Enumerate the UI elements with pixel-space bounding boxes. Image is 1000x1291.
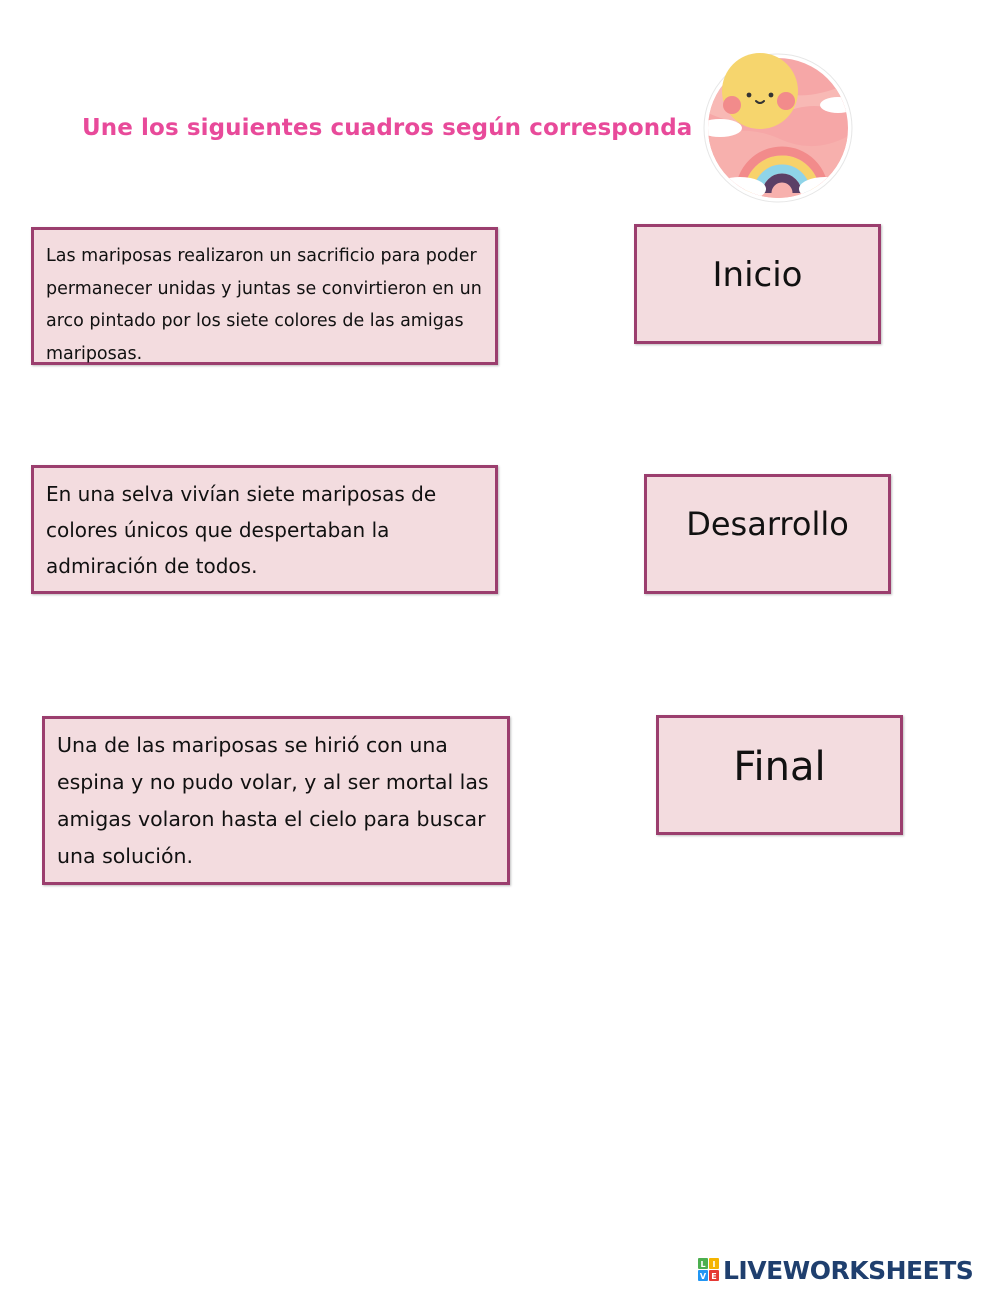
story-card-3[interactable]: Una de las mariposas se hirió con una espina y no pudo volar, y al ser mortal las amigas volaron hasta el cielo para buscar una solución.	[42, 716, 510, 885]
live-logo-icon	[698, 1258, 720, 1282]
story-card-2[interactable]: En una selva vivían siete mariposas de colores únicos que despertaban la admiración de todos.	[31, 465, 498, 594]
liveworksheets-logo	[698, 1256, 973, 1284]
svg-text:L: L	[700, 1260, 706, 1269]
label-card-desarrollo[interactable]: Desarrollo	[644, 474, 891, 594]
story-card-1[interactable]: Las mariposas realizaron un sacrificio para poder permanecer unidas y juntas se convirtieron en un arco pintado por los siete colores de las amigas mariposas.	[31, 227, 498, 365]
sun-rainbow-sticker-icon	[700, 43, 855, 203]
svg-text:E: E	[711, 1272, 717, 1281]
worksheet-title: Une los siguientes cuadros según corresponda	[82, 115, 693, 141]
svg-text:I: I	[712, 1260, 716, 1269]
label-card-final[interactable]: Final	[656, 715, 903, 835]
label-card-inicio[interactable]: Inicio	[634, 224, 881, 344]
svg-text:V: V	[699, 1272, 707, 1281]
brand-name: LIVEWORKSHEETS	[723, 1255, 974, 1285]
